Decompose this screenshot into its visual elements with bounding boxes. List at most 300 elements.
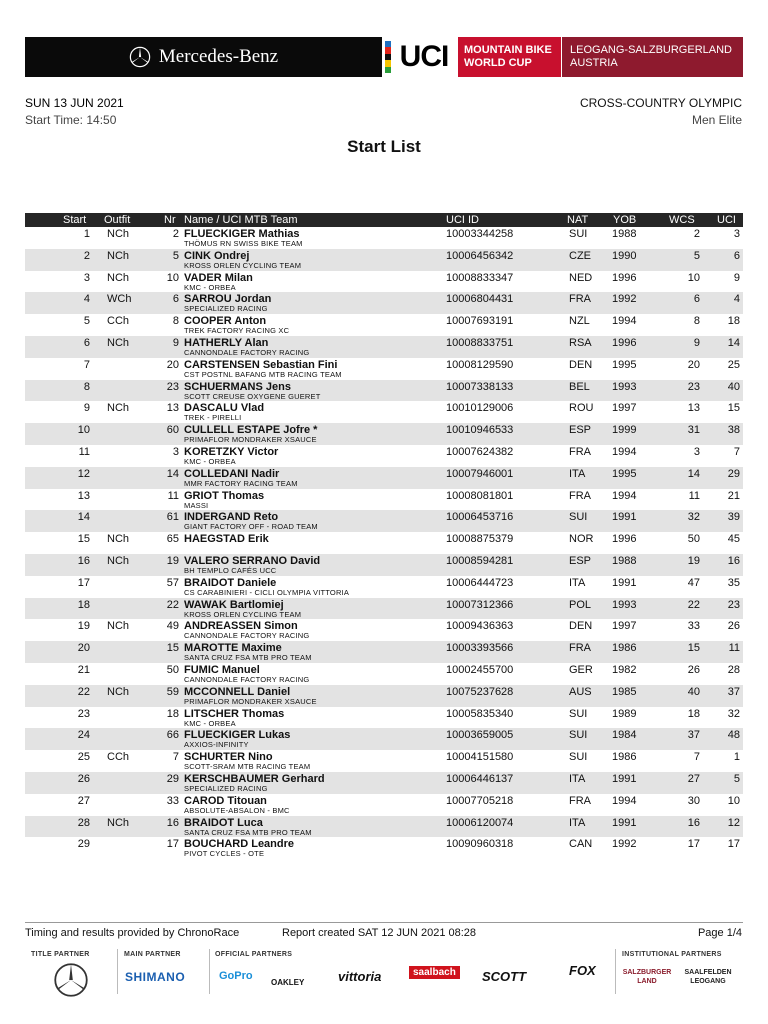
rider-team: KMC - ORBEA: [184, 718, 236, 728]
row-nr: 66: [166, 729, 179, 742]
row-start: 24: [77, 729, 90, 742]
table-row: [25, 750, 743, 772]
row-wcs: 23: [687, 380, 700, 393]
rider-name: LITSCHER Thomas: [184, 707, 285, 720]
row-uci: 16: [727, 554, 740, 567]
row-yob: 1994: [612, 794, 637, 807]
row-start: 23: [77, 707, 90, 720]
row-uci: 3: [733, 228, 740, 240]
uci-logo: [382, 37, 458, 77]
rider-name: HAEGSTAD Erik: [184, 533, 269, 546]
row-start: 29: [77, 838, 90, 851]
row-yob: 1986: [612, 642, 637, 655]
row-uci: 1: [733, 751, 740, 764]
row-uci: 45: [727, 533, 740, 546]
rider-name: GRIOT Thomas: [184, 489, 265, 502]
row-nr: 22: [166, 598, 179, 611]
row-wcs: 31: [687, 424, 700, 437]
table-row: [25, 358, 743, 380]
rider-name: SCHUERMANS Jens: [184, 380, 291, 393]
row-yob: 1996: [612, 271, 637, 284]
row-nat: FRA: [569, 293, 591, 306]
salzburgerland-logo: SALZBURGER LAND: [622, 969, 672, 985]
rider-team: SCOTT CREUSE OXYGENE GUERET: [184, 391, 321, 401]
table-row: [25, 401, 743, 423]
title-sponsor: [25, 37, 382, 77]
mercedes-star-logo: [53, 962, 89, 998]
row-uci-id: 10090960318: [446, 838, 514, 851]
row-outfit: CCh: [107, 751, 130, 764]
row-yob: 1994: [612, 489, 637, 502]
partner-separator: [209, 949, 210, 994]
row-uci-id: 10005835340: [446, 707, 514, 720]
row-uci-id: 10006120074: [446, 816, 514, 829]
vittoria-logo: vittoria: [338, 969, 382, 984]
rider-team: CANNONDALE FACTORY RACING: [184, 631, 310, 641]
col-nat: NAT: [567, 214, 589, 226]
row-start: 16: [77, 554, 90, 567]
row-yob: 1988: [612, 228, 637, 240]
row-nat: SUI: [569, 751, 588, 764]
table-row: [25, 685, 743, 707]
row-yob: 1997: [612, 402, 637, 415]
row-uci-id: 10010946533: [446, 424, 514, 437]
rider-name: BOUCHARD Leandre: [184, 838, 295, 851]
rider-name: CINK Ondrej: [184, 249, 250, 262]
row-wcs: 26: [687, 663, 700, 676]
table-row: [25, 532, 743, 554]
row-nat: ITA: [569, 772, 586, 785]
row-nat: FRA: [569, 489, 591, 502]
row-uci-id: 10075237628: [446, 685, 514, 698]
row-yob: 1994: [612, 445, 637, 458]
row-uci-id: 10008129590: [446, 358, 514, 371]
row-uci-id: 10006446137: [446, 772, 514, 785]
location-line-2: AUSTRIA: [570, 57, 618, 69]
rider-team: BH TEMPLO CAFÉS UCC: [184, 565, 277, 575]
row-uci: 10: [727, 794, 740, 807]
row-nr: 10: [166, 271, 179, 284]
rider-team: SPECIALIZED RACING: [184, 304, 268, 314]
row-yob: 1988: [612, 554, 637, 567]
row-nat: CAN: [569, 838, 593, 851]
row-nr: 61: [166, 511, 179, 524]
rider-name: VADER Milan: [184, 271, 253, 284]
row-uci: 23: [727, 598, 740, 611]
page-title: Start List: [347, 137, 421, 156]
rider-team: SANTA CRUZ FSA MTB PRO TEAM: [184, 653, 312, 663]
row-nr: 20: [166, 358, 179, 371]
timing-credit: Timing and results provided by ChronoRace: [25, 927, 240, 939]
rider-name: CAROD Titouan: [184, 794, 267, 807]
row-outfit: NCh: [107, 336, 130, 349]
rider-team: AXXIOS-INFINITY: [184, 740, 249, 750]
row-uci: 9: [733, 271, 740, 284]
row-outfit: NCh: [107, 816, 130, 829]
row-uci: 29: [727, 467, 740, 480]
row-uci: 21: [727, 489, 740, 502]
table-row: [25, 619, 743, 641]
row-start: 8: [83, 380, 90, 393]
rider-team: TREK FACTORY RACING XC: [184, 326, 290, 336]
row-outfit: NCh: [107, 620, 130, 633]
row-uci-id: 10003659005: [446, 729, 514, 742]
row-wcs: 50: [687, 533, 700, 546]
shimano-logo: SHIMANO: [125, 970, 186, 984]
saalbach-logo: saalbach: [409, 966, 460, 979]
rider-team: PRIMAFLOR MONDRAKER XSAUCE: [184, 696, 317, 706]
row-nr: 13: [166, 402, 179, 415]
row-wcs: 14: [687, 467, 700, 480]
rider-team: GIANT FACTORY OFF - ROAD TEAM: [184, 522, 318, 532]
row-uci-id: 10007705218: [446, 794, 514, 807]
row-yob: 1989: [612, 707, 637, 720]
row-nr: 15: [166, 642, 179, 655]
rider-name: FLUECKIGER Lukas: [184, 729, 291, 742]
row-uci: 18: [727, 315, 740, 328]
row-yob: 1992: [612, 293, 637, 306]
col-uci-id: UCI ID: [446, 214, 479, 226]
row-wcs: 13: [687, 402, 700, 415]
col-uci: UCI: [717, 214, 736, 226]
row-start: 10: [77, 424, 90, 437]
row-nat: NED: [569, 271, 593, 284]
row-nat: FRA: [569, 794, 591, 807]
uci-wordmark: UCI: [399, 40, 449, 73]
row-nat: AUS: [569, 685, 592, 698]
row-uci-id: 10006804431: [446, 293, 514, 306]
row-nat: GER: [569, 663, 593, 676]
row-uci: 25: [727, 358, 740, 371]
table-row: [25, 837, 743, 859]
row-uci-id: 10007693191: [446, 315, 514, 328]
row-nat: POL: [569, 598, 592, 611]
table-row: [25, 576, 743, 598]
row-uci-id: 10006456342: [446, 249, 514, 262]
row-wcs: 6: [693, 293, 700, 306]
row-outfit: NCh: [107, 249, 130, 262]
table-row: [25, 489, 743, 511]
row-uci-id: 10002455700: [446, 663, 514, 676]
row-start: 7: [83, 358, 90, 371]
rider-team: MMR FACTORY RACING TEAM: [184, 478, 298, 488]
row-uci: 7: [733, 445, 740, 458]
row-start: 13: [77, 489, 90, 502]
rider-name: KORETZKY Victor: [184, 445, 279, 458]
row-uci-id: 10008833751: [446, 336, 514, 349]
table-row: [25, 314, 743, 336]
row-yob: 1993: [612, 598, 637, 611]
table-row: [25, 816, 743, 838]
row-wcs: 2: [693, 228, 700, 240]
table-row: [25, 336, 743, 358]
row-wcs: 32: [687, 511, 700, 524]
table-row: [25, 467, 743, 489]
rider-team: SPECIALIZED RACING: [184, 783, 268, 793]
row-uci-id: 10008875379: [446, 533, 514, 546]
table-row: [25, 227, 743, 249]
row-yob: 1995: [612, 358, 637, 371]
col-yob: YOB: [613, 214, 637, 226]
rider-name: FUMIC Manuel: [184, 663, 260, 676]
row-uci-id: 10007946001: [446, 467, 514, 480]
gopro-logo: GoPro: [219, 970, 253, 982]
start-list-table: [25, 227, 743, 859]
rider-name: BRAIDOT Daniele: [184, 576, 277, 589]
row-wcs: 30: [687, 794, 700, 807]
table-header: [25, 213, 743, 227]
table-row: [25, 445, 743, 467]
rider-name: SARROU Jordan: [184, 293, 272, 306]
row-uci: 6: [733, 249, 740, 262]
row-nat: DEN: [569, 620, 593, 633]
rider-name: SCHURTER Nino: [184, 751, 273, 764]
row-nr: 7: [172, 751, 179, 764]
row-yob: 1994: [612, 315, 637, 328]
row-start: 14: [77, 511, 90, 524]
rider-team: SANTA CRUZ FSA MTB PRO TEAM: [184, 827, 312, 837]
row-wcs: 8: [693, 315, 700, 328]
institutional-partners-label: INSTITUTIONAL PARTNERS: [622, 951, 722, 958]
row-uci: 14: [727, 336, 740, 349]
row-uci: 15: [727, 402, 740, 415]
row-nr: 16: [166, 816, 179, 829]
row-start: 21: [77, 663, 90, 676]
rider-name: MCCONNELL Daniel: [184, 685, 291, 698]
row-nat: ITA: [569, 576, 586, 589]
row-nr: 49: [166, 620, 179, 633]
header-banner: [25, 37, 743, 77]
row-uci: 26: [727, 620, 740, 633]
row-yob: 1990: [612, 249, 637, 262]
row-wcs: 3: [693, 445, 700, 458]
brand-name: Mercedes-Benz: [158, 46, 279, 67]
row-wcs: 10: [687, 271, 700, 284]
rider-team: KROSS ORLEN CYCLING TEAM: [184, 609, 302, 619]
row-nr: 14: [166, 467, 179, 480]
race-category: [580, 95, 742, 129]
row-yob: 1991: [612, 772, 637, 785]
row-uci: 38: [727, 424, 740, 437]
row-uci-id: 10007624382: [446, 445, 514, 458]
row-nr: 17: [166, 838, 179, 851]
row-yob: 1982: [612, 663, 637, 676]
row-outfit: NCh: [107, 533, 130, 546]
col-outfit: Outfit: [104, 214, 131, 226]
rider-name: HATHERLY Alan: [184, 336, 269, 349]
row-uci-id: 10006444723: [446, 576, 514, 589]
row-yob: 1991: [612, 511, 637, 524]
rider-team: TREK - PIRELLI: [184, 413, 242, 423]
row-nat: ESP: [569, 554, 592, 567]
row-nr: 3: [172, 445, 179, 458]
partner-separator: [117, 949, 118, 994]
table-row: [25, 794, 743, 816]
row-nr: 29: [166, 772, 179, 785]
row-wcs: 37: [687, 729, 700, 742]
fox-logo: FOX: [569, 963, 596, 978]
row-uci: 48: [727, 729, 740, 742]
row-wcs: 17: [687, 838, 700, 851]
rider-name: VALERO SERRANO David: [184, 554, 321, 567]
rider-team: CS CARABINIERI - CICLI OLYMPIA VITTORIA: [184, 587, 350, 597]
row-outfit: NCh: [107, 554, 130, 567]
row-wcs: 9: [693, 336, 700, 349]
row-uci-id: 10008833347: [446, 271, 514, 284]
row-uci-id: 10003344258: [446, 228, 514, 240]
row-start: 9: [83, 402, 90, 415]
rider-team: PRIMAFLOR MONDRAKER XSAUCE: [184, 435, 317, 445]
table-row: [25, 598, 743, 620]
row-nr: 19: [166, 554, 179, 567]
category: Men Elite: [691, 113, 742, 127]
row-outfit: NCh: [107, 228, 130, 240]
row-uci: 12: [727, 816, 740, 829]
rider-name: MAROTTE Maxime: [184, 642, 282, 655]
row-start: 3: [83, 271, 90, 284]
row-yob: 1999: [612, 424, 637, 437]
row-uci: 32: [727, 707, 740, 720]
row-start: 2: [83, 249, 90, 262]
table-row: [25, 249, 743, 271]
event-line-2: WORLD CUP: [464, 57, 532, 69]
rider-team: MASSI: [184, 500, 209, 510]
partner-separator: [615, 949, 616, 994]
rider-name: KERSCHBAUMER Gerhard: [184, 772, 325, 785]
location-line-1: LEOGANG-SALZBURGERLAND: [570, 44, 732, 56]
official-partners-label: OFFICIAL PARTNERS: [215, 951, 293, 958]
oakley-logo: OAKLEY: [271, 978, 305, 987]
col-nr: Nr: [164, 214, 176, 226]
table-row: [25, 423, 743, 445]
rider-name: CARSTENSEN Sebastian Fini: [184, 358, 338, 371]
table-row: [25, 510, 743, 532]
table-row: [25, 271, 743, 293]
row-wcs: 27: [687, 772, 700, 785]
report-created: Report created SAT 12 JUN 2021 08:28: [282, 927, 477, 939]
row-start: 11: [78, 445, 90, 458]
row-wcs: 47: [687, 576, 700, 589]
row-uci-id: 10007312366: [446, 598, 514, 611]
row-yob: 1991: [612, 576, 637, 589]
row-uci-id: 10006453716: [446, 511, 514, 524]
row-wcs: 40: [687, 685, 700, 698]
col-start: Start: [63, 214, 87, 226]
row-wcs: 19: [687, 554, 700, 567]
row-wcs: 22: [687, 598, 700, 611]
row-uci-id: 10008594281: [446, 554, 514, 567]
row-nat: SUI: [569, 707, 588, 720]
main-partner-label: MAIN PARTNER: [124, 951, 181, 958]
col-name-team: Name / UCI MTB Team: [184, 214, 298, 226]
row-uci: 17: [727, 838, 740, 851]
row-uci: 5: [733, 772, 740, 785]
mercedes-star-icon: [129, 46, 151, 68]
rider-team: CANNONDALE FACTORY RACING: [184, 674, 310, 684]
row-uci-id: 10007338133: [446, 380, 514, 393]
rider-team: SCOTT-SRAM MTB RACING TEAM: [184, 762, 311, 772]
row-outfit: WCh: [107, 293, 132, 306]
row-nat: ITA: [569, 467, 586, 480]
table-row: [25, 554, 743, 576]
rider-team: CANNONDALE FACTORY RACING: [184, 347, 310, 357]
table-row: [25, 380, 743, 402]
row-nr: 8: [172, 315, 179, 328]
row-nr: 60: [166, 424, 179, 437]
rider-name: COLLEDANI Nadir: [184, 467, 280, 480]
row-outfit: NCh: [107, 685, 130, 698]
row-yob: 1996: [612, 336, 637, 349]
row-start: 1: [83, 228, 90, 240]
row-start: 18: [77, 598, 90, 611]
row-yob: 1996: [612, 533, 637, 546]
race-date: SUN 13 JUN 2021: [25, 96, 124, 110]
row-start: 15: [77, 533, 90, 546]
col-wcs: WCS: [669, 214, 695, 226]
saalfelden-leogang-logo: SAALFELDEN LEOGANG: [684, 969, 732, 985]
rider-team: KROSS ORLEN CYCLING TEAM: [184, 260, 302, 270]
row-start: 6: [83, 336, 90, 349]
rider-team: KMC - ORBEA: [184, 282, 236, 292]
row-start: 4: [83, 293, 90, 306]
row-uci-id: 10010129006: [446, 402, 514, 415]
row-yob: 1985: [612, 685, 637, 698]
row-yob: 1991: [612, 816, 637, 829]
row-nr: 33: [166, 794, 179, 807]
row-nr: 2: [172, 228, 179, 240]
row-nat: RSA: [569, 336, 592, 349]
rider-name: ANDREASSEN Simon: [184, 620, 298, 633]
row-nr: 18: [166, 707, 179, 720]
row-nat: SUI: [569, 228, 588, 240]
event-line-1: MOUNTAIN BIKE: [464, 44, 552, 56]
row-yob: 1997: [612, 620, 637, 633]
row-yob: 1995: [612, 467, 637, 480]
footer-divider: [25, 922, 743, 923]
rider-team: ABSOLUTE-ABSALON - BMC: [184, 805, 290, 815]
row-nr: 23: [166, 380, 179, 393]
row-uci-id: 10008081801: [446, 489, 514, 502]
rider-name: WAWAK Bartlomiej: [184, 598, 284, 611]
race-meta: [25, 95, 124, 129]
table-row: [25, 292, 743, 314]
table-row: [25, 663, 743, 685]
row-nr: 6: [172, 293, 179, 306]
row-wcs: 15: [687, 642, 700, 655]
row-start: 17: [77, 576, 90, 589]
uci-stripes: [385, 41, 391, 73]
row-nat: FRA: [569, 445, 591, 458]
row-nat: NOR: [569, 533, 594, 546]
row-yob: 1993: [612, 380, 637, 393]
table-row: [25, 707, 743, 729]
row-uci: 11: [728, 642, 740, 655]
row-start: 27: [77, 794, 90, 807]
row-start: 20: [77, 642, 90, 655]
row-nat: ESP: [569, 424, 592, 437]
rider-name: COOPER Anton: [184, 315, 267, 328]
event-name: [458, 37, 561, 77]
row-nat: SUI: [569, 729, 588, 742]
row-nr: 59: [166, 685, 179, 698]
row-nat: DEN: [569, 358, 593, 371]
row-nr: 57: [166, 576, 179, 589]
row-uci-id: 10004151580: [446, 751, 514, 764]
rider-team: CST POSTNL BAFANG MTB RACING TEAM: [184, 369, 342, 379]
rider-name: CULLELL ESTAPE Jofre *: [184, 424, 318, 437]
row-wcs: 18: [687, 707, 700, 720]
rider-team: PIVOT CYCLES - OTE: [184, 849, 265, 859]
